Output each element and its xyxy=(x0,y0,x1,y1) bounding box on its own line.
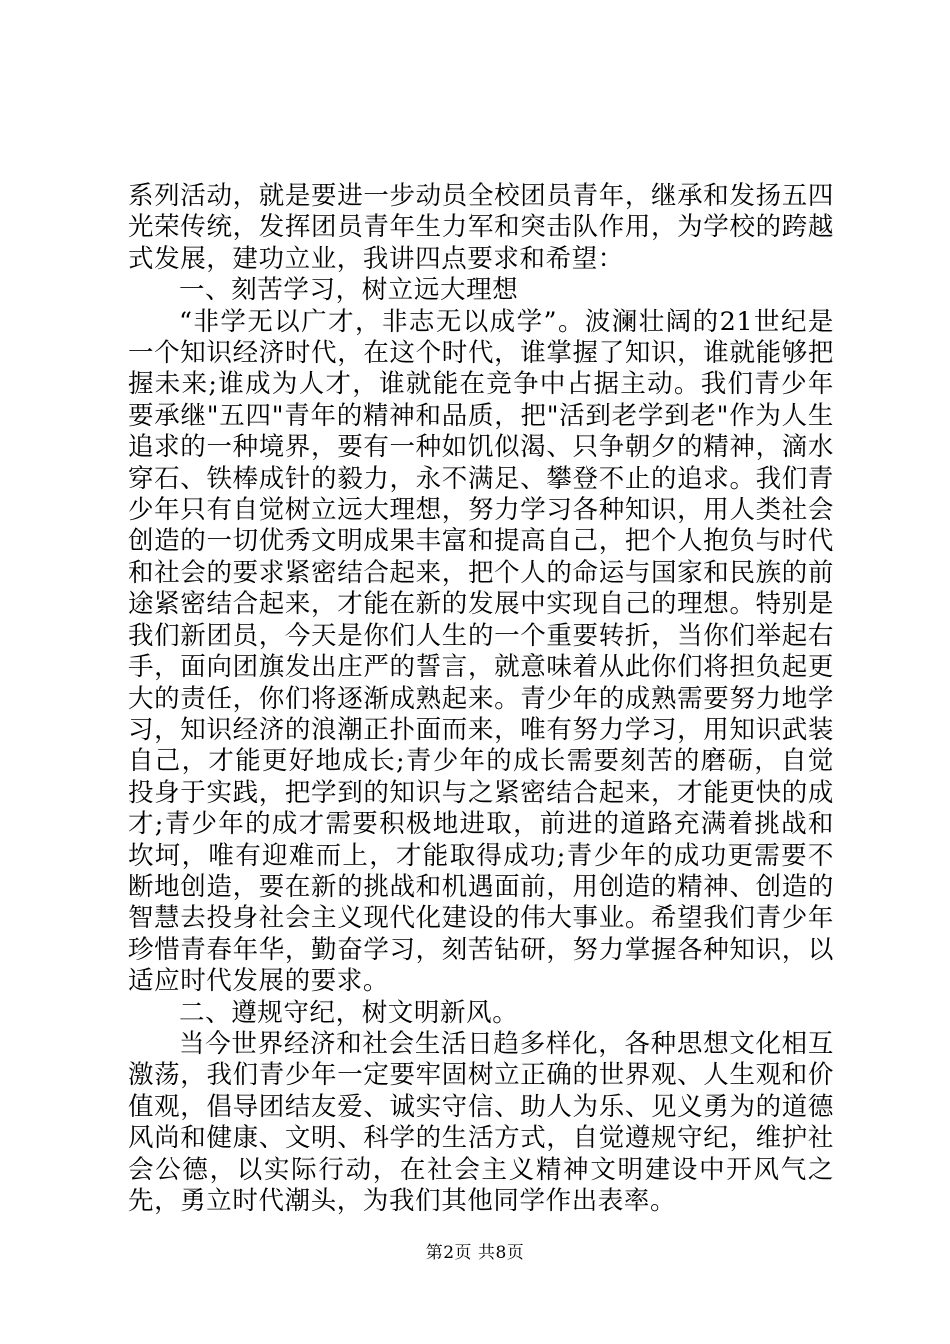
page-number: 第2页 共8页 xyxy=(425,1243,525,1263)
paragraph-section-2: 当今世界经济和社会生活日趋多样化，各种思想文化相互激荡，我们青少年一定要牢固树立正确的世界观、人生观和价值观，倡导团结友爱、诚实守信、助人为乐、见义勇为的道德风尚和健康、文明、科学的生活方式，自觉遵规守纪，维护社会公德，以实际行动，在社会主义精神文明建设中开风气之先，勇立时代潮头，为我们其他同学作出表率。 xyxy=(128,1028,834,1216)
page-footer xyxy=(0,1242,950,1264)
section-heading-2: 二、遵规守纪，树文明新风。 xyxy=(179,997,519,1028)
paragraph-intro: 系列活动，就是要进一步动员全校团员青年，继承和发扬五四光荣传统，发挥团员青年生力军和突击队作用，为学校的跨越式发展，建功立业，我讲四点要求和希望： xyxy=(128,181,834,274)
paragraph-section-1: “非学无以广才，非志无以成学”。波澜壮阔的21世纪是一个知识经济时代，在这个时代，谁掌握了知识，谁就能够把握未来;谁成为人才，谁就能在竞争中占据主动。我们青少年要承继"五四"青年的精神和品质，把"活到老学到老"作为人生追求的一种境界，要有一种如饥似渴、只争朝夕的精神，滴水穿石、铁棒成针的毅力，永不满足、攀登不止的追求。我们青少年只有自觉树立远大理想，努力学习各种知识，用人类社会创造的一切优秀文明成果丰富和提高自己，把个人抱负与时代和社会的要求紧密结合起来，把个人的命运与国家和民族的前途紧密结合起来，才能在新的发展中实现自己的理想。特别是我们新团员，今天是你们人生的一个重要转折，当你们举起右手，面向团旗发出庄严的誓言，就意味着从此你们将担负起更大的责任，你们将逐渐成熟起来。青少年的成熟需要努力地学习，知识经济的浪潮正扑面而来，唯有努力学习，用知识武装自己，才能更好地成长;青少年的成长需要刻苦的磨砺，自觉投身于实践，把学到的知识与之紧密结合起来，才能更快的成才;青少年的成才需要积极地进取，前进的道路充满着挑战和坎坷，唯有迎难而上，才能取得成功;青少年的成功更需要不断地创造，要在新的挑战和机遇面前，用创造的精神、创造的智慧去投身社会主义现代化建设的伟大事业。希望我们青少年珍惜青春年华，勤奋学习，刻苦钻研，努力掌握各种知识，以适应时代发展的要求。 xyxy=(128,306,834,997)
section-heading-1: 一、刻苦学习，树立远大理想 xyxy=(179,275,519,306)
document-body xyxy=(128,181,834,1217)
